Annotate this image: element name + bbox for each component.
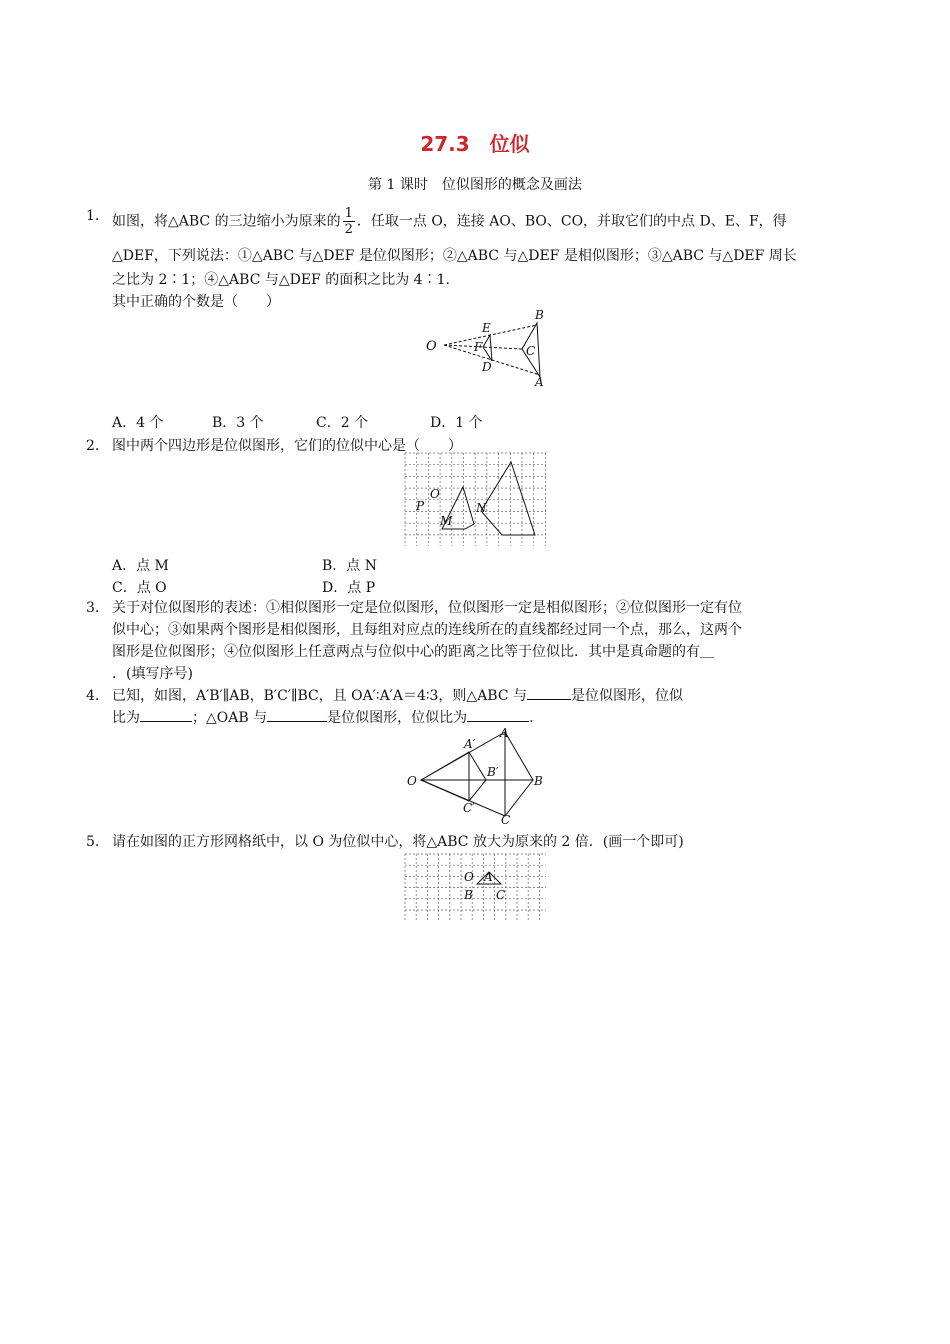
point-label: N [476, 501, 487, 515]
option-a: A．点 M [112, 558, 169, 574]
figure-2-grid [404, 452, 548, 548]
question-number: 3. [86, 600, 100, 616]
question-text: 其中正确的个数是（ ） [112, 294, 280, 310]
point-label: A′ [464, 737, 476, 751]
point-label: B [534, 774, 543, 788]
question-text-part: 已知，如图，A′B′∥AB，B′C′∥BC，且 OA′∶A′A＝4∶3，则△ABC 与 [112, 688, 528, 704]
option-a: A．4 个 [112, 415, 164, 431]
figure-4 [404, 724, 548, 824]
point-label: O [426, 339, 437, 354]
point-label: C [526, 344, 536, 358]
question-number: 2. [86, 438, 100, 454]
point-label: A [484, 870, 493, 884]
point-label: C [501, 813, 511, 824]
question-text: 图中两个四边形是位似图形，它们的位似中心是（ ） [112, 438, 462, 454]
point-label: O [464, 870, 474, 884]
option-d: D．1 个 [430, 415, 483, 431]
fraction-numerator: 1 [344, 206, 353, 221]
point-label: B [464, 888, 473, 902]
option-c: C．2 个 [316, 415, 369, 431]
question-text: 之比为 2∶1；④△ABC 与△DEF 的面积之比为 4∶1. [112, 272, 450, 288]
answer-blank[interactable] [267, 721, 327, 722]
question-text-part: 比为 [112, 710, 140, 726]
option-b: B．点 N [322, 558, 377, 574]
question-number: 1. [86, 208, 100, 224]
point-label: E [482, 321, 491, 335]
question-text-part: 如图，将△ABC 的三边缩小为原来的 [112, 213, 341, 230]
point-label: M [440, 514, 453, 528]
question-text: 图形是位似图形；④位似图形上任意两点与位似中心的距离之比等于位似比．其中是真命题的有＿ [112, 644, 714, 660]
question-text-part: ．任取一点 O，连接 AO、BO、CO，并取它们的中点 D、E、F，得 [356, 213, 787, 230]
point-label: A [535, 375, 544, 389]
answer-blank[interactable] [467, 721, 529, 722]
question-number: 4. [86, 688, 100, 704]
question-text: ．(填写序号) [112, 666, 193, 682]
page-title: 27.3 位似 [420, 132, 530, 156]
point-label: D [482, 360, 492, 374]
fraction-denominator: 2 [344, 222, 353, 237]
question-text-part: . [529, 710, 534, 726]
point-label: F [474, 340, 483, 354]
question-text [112, 206, 787, 237]
point-label: B [535, 308, 544, 322]
point-label: C [496, 888, 506, 902]
point-label: B′ [487, 765, 499, 779]
answer-blank[interactable] [527, 699, 571, 700]
page-subtitle: 第 1 课时 位似图形的概念及画法 [368, 177, 582, 193]
question-text-part: 是位似图形，位似比为 [327, 710, 468, 726]
point-label: C′ [463, 801, 475, 815]
point-label: O [430, 487, 440, 501]
question-text: 关于对位似图形的表述：①相似图形一定是位似图形，位似图形一定是相似图形；②位似图形一定有位 [112, 600, 742, 616]
figure-1 [422, 305, 552, 393]
option-d: D．点 P [322, 580, 376, 596]
question-text: 请在如图的正方形网格纸中，以 O 为位似中心，将△ABC 放大为原来的 2 倍．(画一个即可) [112, 834, 684, 850]
point-label: O [407, 774, 417, 788]
question-text: 似中心；③如果两个图形是相似图形，且每组对应点的连线所在的直线都经过同一个点，那么，这两个 [112, 622, 742, 638]
question-text-part: ；△OAB 与 [192, 710, 268, 726]
question-text-part: 是位似图形，位似 [571, 688, 684, 704]
question-text [112, 686, 683, 706]
option-b: B．3 个 [212, 415, 264, 431]
point-label: A [500, 726, 509, 740]
point-label: P [416, 499, 425, 513]
answer-blank[interactable] [140, 721, 192, 722]
question-number: 5. [86, 834, 100, 850]
question-text: △DEF，下列说法：①△ABC 与△DEF 是位似图形；②△ABC 与△DEF 是相似图形；③△ABC 与△DEF 周长 [112, 248, 797, 264]
option-c: C．点 O [112, 580, 167, 596]
figure-5-grid [404, 853, 548, 923]
fraction [343, 206, 355, 237]
